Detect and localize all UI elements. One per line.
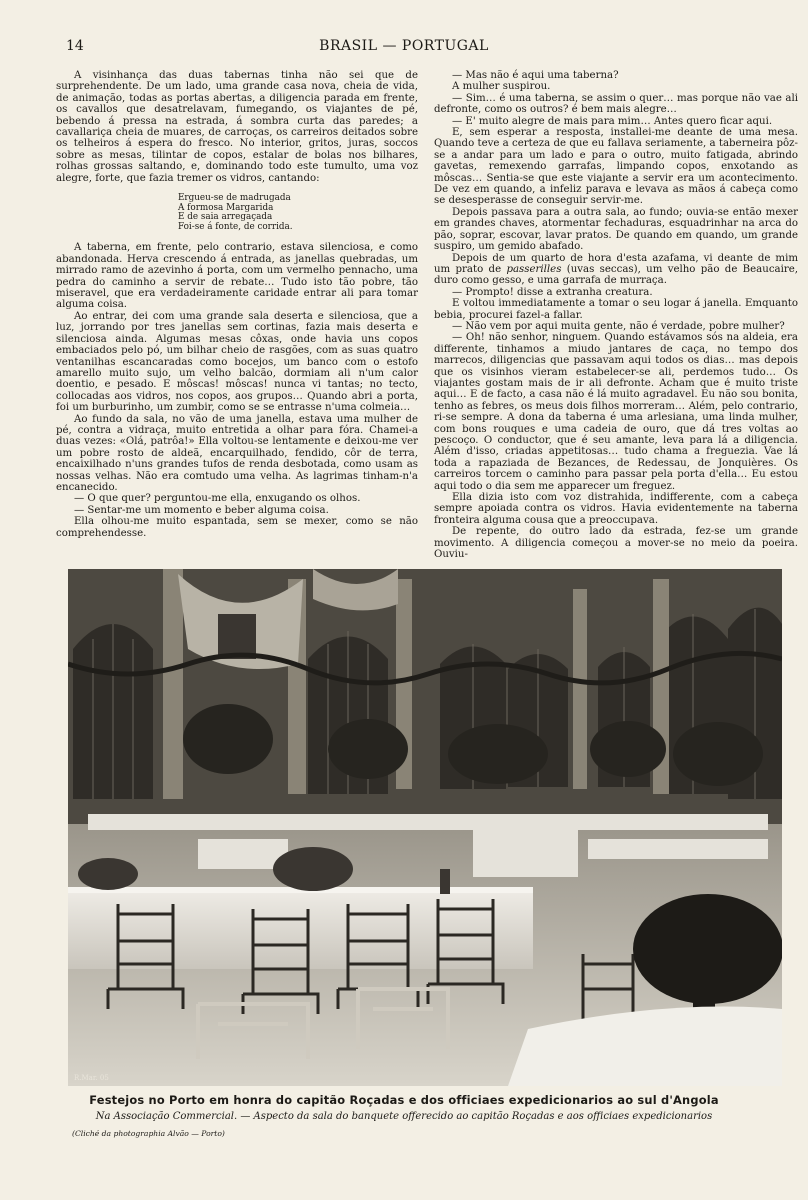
running-head: BRASIL — PORTUGAL (319, 38, 489, 54)
dialogue-line: — Mas não é aqui uma taberna? (452, 70, 619, 81)
paragraph: Depois passava para a outra sala, ao fundo; ouvia-se então mexer em grandes chaves, atormentar fechaduras, esquadrinhar na arca do pão, soprar, escovar, lavar pratos. De quando em quando, um grande suspiro, um gemido abafado. (434, 206, 798, 253)
paragraph (434, 253, 798, 287)
italic-term: passerilles (506, 263, 562, 275)
left-text-column (56, 70, 418, 539)
paragraph: A taberna, em frente, pelo contrario, estava silenciosa, e como abandonada. Herva crescendo á entrada, as janellas quebradas, um mirrado ramo de azevinho á porta, com um vermelho pennacho, uma pedra do caminho a servir de rebate… Tudo isto tão pobre, tão miseravel, que era verdadeiramente caridade entrar ali para tomar alguma coisa. (56, 242, 418, 311)
banquet-hall-photograph (68, 569, 782, 1086)
dialogue-line: — Não vem por aqui muita gente, não é verdade, pobre mulher? (452, 320, 785, 332)
page-number: 14 (66, 38, 84, 54)
dialogue-line: — Oh! não senhor, ninguem. Quando estávamos sós na aldeia, era differente, tinhamos a miudo jantares de caça, no tempo dos marrecos, diligencias que passavam aqui todos os dias… mas depois que os visinhos vieram estabelecer-se ali, perdemos tudo… Os viajantes gostam mais de ir ali defronte. Acham que é muito triste aqui… E de facto, a casa não é lá muito agradavel. Eu não sou bonita, tenho as febres, os meus dois filhos morreram… Além, pelo contrario, ri-se sempre. A dona da taberna é uma arlesiana, uma linda mulher, com bons rouques e uma cadeia de ouro, que dá tres voltas ao pescoço. O conductor, que é seu amante, leva para lá a diligencia. Além d'isso, criadas appetitosas… tudo chama a freguezia. Vae lá toda a rapaziada de Bezances, de Redessau, de Jonquières. Os carreiros torcem o caminho para passar pela porta d'ella… Eu estou aqui todo o dia sem me apparecer um freguez. (434, 332, 798, 492)
text-run: Depois de um quarto de hora d'esta azafama, vi deante de mim um prato de (434, 252, 798, 275)
photo-illustration (68, 569, 782, 1086)
verse-line: Foi-se á fonte, de corrida. (178, 221, 293, 232)
paragraph: A visinhança das duas tabernas tinha não sei que de surprehendente. De um lado, uma grande casa nova, cheia de vida, de animação, todas as portas abertas, a diligencia parada em frente, os cavallos que desatrelavam, fumegando, os viajantes de pé, bebendo á pressa na estrada, á sombra curta das paredes; a cavallariça cheia de muares, de carroças, os carreiros deitados sobre os telheiros á espera do fresco. No interior, gritos, juras, soccos sobre as mesas, tilintar de copos, estalar de bolas nos bilhares, rolhas grossas saltando, e, dominando todo este tumulto, uma voz alegre, forte, que fazia tremer os vidros, cantando: (56, 70, 418, 184)
banquet-table (68, 889, 533, 969)
figure-caption: Na Associação Commercial. — Aspecto da sala do banquete offerecido ao capitão Roçadas e aos officiaes expedicionarios (95, 1111, 713, 1122)
dialogue-line: — O que quer? perguntou-me ella, enxugando os olhos. (74, 493, 361, 505)
paragraph: Ella olhou-me muito espantada, sem se mexer, como se não comprehendesse. (56, 516, 418, 539)
verse-line: A formosa Margarida (178, 202, 274, 213)
paragraph: Ao entrar, dei com uma grande sala deserta e silenciosa, que a luz, jorrando por tres janellas sem cortinas, fazia mais deserta e silenciosa ainda. Algumas mesas côxas, onde havia uns copos embaciados pelo pó, um bilhar cheio de rasgões, com as suas quatro ventanilhas escancaradas como bocejos, um banco com o estofo amarello muito sujo, um velho balcão, dormiam ali n'um calor doentio, e pesado. E môscas! môscas! nunca vi tantas; no tecto, collocadas aos vidros, nos copos, aos grupos… Quando abri a porta, foi um burburinho, um zumbir, como se se entrasse n'uma colmeia… (56, 310, 418, 414)
paragraph: E voltou immediatamente a tomar o seu logar á janella. Emquanto bebia, procurei fazel-a fallar. (434, 298, 798, 321)
verse-line: Ergueu-se de madrugada (178, 193, 291, 204)
paragraph: De repente, do outro lado da estrada, fez-se um grande movimento. A diligencia começou a mover-se no meio da poeira. Ouviu- (434, 526, 798, 561)
figure-title: Festejos no Porto em honra do capitão Roçadas e dos officiaes expedicionarios ao sul d'Angola (89, 1093, 719, 1107)
dialogue-line: — Sim… é uma taberna, se assim o quer… mas porque não vae ali defronte, como os outros? é bem mais alegre… (434, 92, 798, 116)
engraver-signature: R.Mar. 05 (74, 1074, 109, 1082)
paragraph: Ella dizia isto com voz distrahida, indifferente, com a cabeça sempre apoiada contra os vidros. Havia evidentemente na taberna fronteira alguma cousa que a preoccupava. (434, 492, 798, 526)
paragraph: Ao fundo da sala, no vão de uma janella, estava uma mulher de pé, contra a vidraça, muito entretida a olhar para fóra. Chamei-a duas vezes: «Olá, patrôa!» Ella voltou-se lentamente e deixou-me ver um pobre rosto de aldeã, encarquilhado, fendido, côr de terra, encaixilhado n'uns grandes tufos de renda desbotada, como usam as nossas velhas. Não era comtudo uma velha. As lagrimas tinham-n'a encanecido. (56, 413, 418, 493)
dialogue-line: — Sentar-me um momento e beber alguma coisa. (74, 504, 329, 516)
dialogue-line: — E' muito alegre de mais para mim… Antes quero ficar aqui. (452, 115, 773, 127)
photo-credit: (Cliché da photographia Alvão — Porto) (72, 1129, 225, 1138)
text-run: (uvas seccas), um velho pão de Beaucaire, duro como gesso, e uma garrafa de murraça. (434, 263, 798, 287)
paragraph: E, sem esperar a resposta, installei-me deante de uma mesa. Quando teve a certeza de que eu fallava seriamente, a taberneira pôz-se a andar para um lado e para o outro, muito fatigada, abrindo gavetas, remexendo garrafas, limpando copos, enxotando as môscas… Sentia-se que este viajante a servir era um acontecimento. De vez em quando, a infeliz parava e levava as mãos á cabeça como se desesperasse de conseguir servir-me. (434, 127, 798, 207)
verse-line: E de saia arregaçada (178, 212, 273, 223)
right-text-column (434, 70, 798, 560)
paragraph: A mulher suspirou. (452, 81, 551, 93)
dialogue-line: — Prompto! disse a extranha creatura. (452, 286, 653, 298)
song-verse (178, 194, 418, 232)
